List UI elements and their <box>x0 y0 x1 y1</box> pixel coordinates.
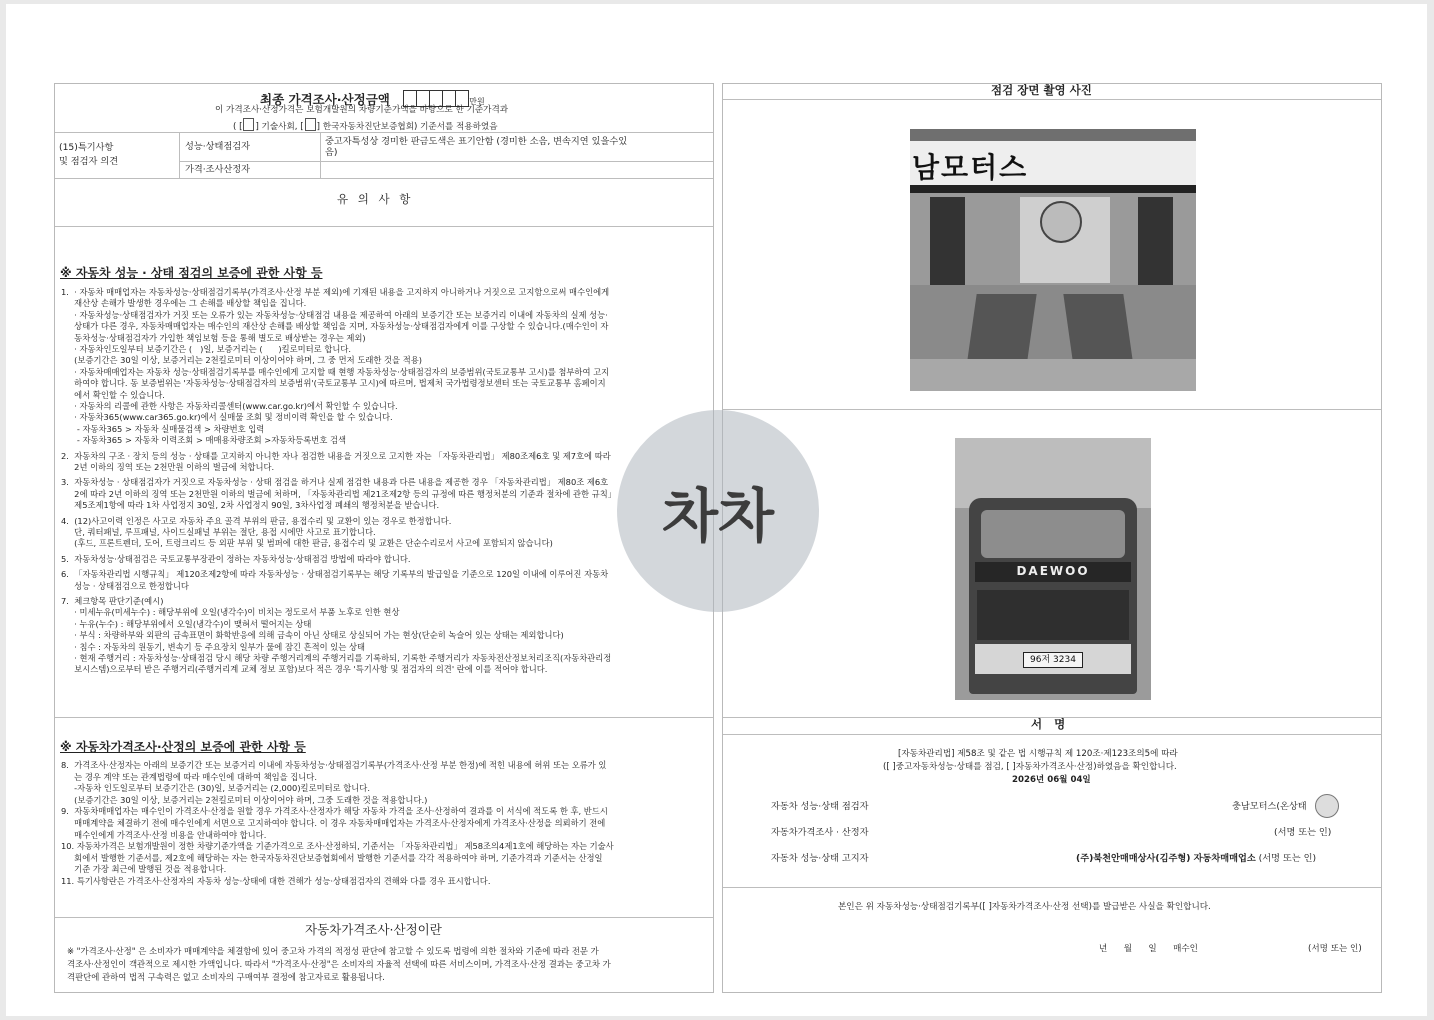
text-line: · 자동차성능·상태점검자가 거짓 또는 오류가 있는 자동차성능·상태점검 내용을 제공하여 아래의 보증기간 또는 보증거리 이내에 자동차의 실제 성능· <box>61 309 608 320</box>
special-label-1: (15)특기사항 <box>59 142 114 153</box>
text-line: 동차성능·상태점검자가 가입한 책임보험 등을 통해 별도로 배상받는 경우는 제외) <box>61 332 366 343</box>
perf-inspector-sign-value: 충남모터스(온상태 <box>1232 801 1307 812</box>
text-line: 10. 자동차가격은 보험개발원이 정한 차량기준가액을 기준가격으로 조사·산정하되, 기준서는 「자동차관리법」 제58조의4제1호에 해당하는 자는 기술사 <box>61 841 614 852</box>
text-line: 기준 가장 최근에 발행된 것을 적용합니다. <box>61 864 227 875</box>
text-line: · 부식 : 차량하부와 외판의 금속표면이 화학반응에 의해 금속이 아닌 상태로 상실되어 가는 현상(단순히 녹슬어 있는 상태는 제외합니다) <box>61 630 564 641</box>
perf-inspector-label: 성능·상태점검자 <box>185 141 251 152</box>
shop-sign: 남모터스 <box>912 151 1029 184</box>
text-line: -자동차 인도일로부터 보증기간은 (30)일, 보증거리는 (2,000)킬로미터로 합니다. <box>61 783 370 794</box>
buyer-sign-hint: (서명 또는 인) <box>1308 944 1362 954</box>
text-line: 4. (12)사고이력 인정은 사고로 자동차 주요 골격 부위의 판금, 용접수리 및 교환이 있는 경우로 한정합니다. <box>61 515 452 526</box>
text-line: · 누유(누수) : 해당부위에서 오일(냉각수)이 맺혀서 떨어지는 상태 <box>61 618 312 629</box>
text-line: (보증기간은 30일 이상, 보증거리는 2천킬로미터 이상이어야 하며, 그 중 먼저 도래한 것을 적용) <box>61 355 422 366</box>
kadia-checkbox[interactable] <box>305 118 316 131</box>
perf-opinion-line-1: 중고자특성상 경미한 판금도색은 표기안함 (경미한 소음, 변속지연 있을수있 <box>325 136 628 147</box>
price-assessor-label: 가격·조사산정자 <box>185 164 251 175</box>
signature-header: 서 명 <box>1031 717 1070 731</box>
signature-confirm-line: ([ ]중고자동차성능·상태를 점검, [ ]자동차가격조사·산정)하였음을 확인합니다. <box>883 762 1177 772</box>
text-line: 는 경우 계약 또는 관계법령에 따라 매수인에 대하여 책임을 집니다. <box>61 771 317 782</box>
text-line: 상태가 다른 경우, 자동차매매업자는 매수인의 재산상 손해를 배상할 책임을 지며, 자동차성능·상태점검자에게 이를 구상할 수 있습니다.(매수인이 자 <box>61 321 609 332</box>
text-line: 5. 자동차성능·상태점검은 국토교통부장관이 정하는 자동차성능·상태점검 방법에 따라야 합니다. <box>61 553 411 564</box>
text-line: · 자동차365(www.car365.go.kr)에서 실매물 조회 및 정비이력 확인을 할 수 있습니다. <box>61 412 393 423</box>
inspection-bay-photo <box>910 129 1196 391</box>
text-line: - 자동차365 > 자동차 이력조회 > 매매용차량조회 >자동차등록번호 검색 <box>61 435 346 446</box>
receipt-confirm-line: 본인은 위 자동차성능·상태점검기록부([ ]자동차가격조사·산정 선택)를 발급받은 사실을 확인합니다. <box>838 902 1211 912</box>
price-note-1: 이 가격조사·산정가격은 보험개발원의 차량기준가액을 바탕으로 한 기준가격과 <box>215 105 509 115</box>
text-line: 6. 「자동차관리법 시행규칙」 제120조제2항에 따라 자동차성능 · 상태점검기록부는 해당 기록부의 발급일을 기준으로 120일 이내에 이루어진 자동차 <box>61 569 609 580</box>
price-assessor-sign-value: (서명 또는 인) <box>1274 827 1332 838</box>
text-line: 2에 따라 2년 이하의 징역 또는 2천만원 이하의 벌금에 처하며, 「자동차관리법 제21조제2항 등의 규정에 따른 행정처분의 기준과 절차에 관한 규칙」 <box>61 488 617 499</box>
text-line: 보시스템)으로부터 받은 주행거리(주행거리계 교체 정보 포함)보다 적은 경우 '특기사항 및 점검자의 의견' 란에 이를 적어야 합니다. <box>61 664 548 675</box>
text-line: 회에서 발행한 기준서를, 제2호에 해당하는 자는 한국자동차진단보증협회에서 발행한 기준서를 각각 적용하여야 하며, 기준가격과 기준서는 산정일 <box>61 852 603 863</box>
license-plate: 96저 3234 <box>1023 652 1083 668</box>
text-line: 하여야 합니다. 동 보증범위는 '자동차성능·상태점검자의 보증범위'(국토교통부 고시)에 따르며, 법제처 국가법령정보센터 또는 국토교통부 홈페이지 <box>61 378 606 389</box>
left-page <box>54 83 714 993</box>
company-seal-stamp <box>1315 794 1339 818</box>
text-line: 2년 이하의 징역 또는 2천만원 이하의 벌금에 처합니다. <box>61 462 275 472</box>
text-line: 단, 쿼터패널, 루프패널, 사이드실패널 부위는 절단, 용접 시에만 사고로 표기합니다. <box>61 527 376 537</box>
perf-inspector-sign-label: 자동차 성능·상태 점검자 <box>771 801 869 812</box>
text-line: · 자동차의 리콜에 관한 사항은 자동차리콜센터(www.car.go.kr)에서 확인할 수 있습니다. <box>61 401 398 411</box>
caution-header: 유 의 사 항 <box>337 192 414 206</box>
signature-law-line: [자동차관리법] 제58조 및 같은 법 시행규칙 제 120조·제123조의5에 따라 <box>898 749 1178 759</box>
definition-heading: 자동차가격조사·산정이란 <box>305 922 442 937</box>
section1-heading: ※ 자동차 성능 · 상태 점검의 보증에 관한 사항 등 <box>60 266 323 280</box>
text-line: 9. 자동차매매업자는 매수인이 가격조사·산정을 원할 경우 가격조사·산정자가 해당 자동차 가격을 조사·산정하여 결과를 이 서식에 적도록 한 후, 반드시 <box>61 806 608 817</box>
notifier-sign-label: 자동차 성능·상태 고지자 <box>771 853 869 864</box>
text-line: 에서 확인할 수 있습니다. <box>61 389 165 400</box>
section2-heading: ※ 자동차가격조사·산정의 보증에 관한 사항 등 <box>60 740 306 754</box>
price-unit: 만원 <box>469 97 485 106</box>
price-note-2: ( [ ] 기술사회, [ ] 한국자동차진단보증협회) 기준서를 적용하였음 <box>233 118 498 133</box>
text-line: 1. · 자동차 매매업자는 자동차성능·상태점검기록부(가격조사·산정 부분 제외)에 기재된 내용을 고지하지 아니하거나 거짓으로 고지함으로써 매수인에게 <box>61 287 610 297</box>
text-line: 격판단에 관하여 법적 구속력은 없고 소비자의 구매여부 결정에 참고자료로 활용됩니다. <box>67 971 385 982</box>
text-line: 제5조제1항에 따라 1차 사업정지 30일, 2차 사업정지 90일, 3차사업정 폐쇄의 행정처분을 받습니다. <box>61 500 440 511</box>
text-line: 매매계약을 체결하기 전에 매수인에게 서면으로 고지하여야 합니다. 이 경우 자동차매매업자는 가격조사·산정자에게 가격조사·산정을 의뢰하기 전에 <box>61 818 606 828</box>
text-line: · 자동차매매업자는 자동차 성능·상태점검기록부를 매수인에게 고지할 때 현행 자동차성능·상태점검자의 보증범위(국토교통부 고시)를 첨부하여 고지 <box>61 366 610 377</box>
text-line: 격조사·산정인이 객관적으로 제시한 가액입니다. 따라서 "가격조사·산정"은 소비자의 자율적 선택에 따른 서비스이며, 가격조사·산정 결과는 중고차 가 <box>67 958 611 969</box>
photos-header: 점검 장면 촬영 사진 <box>991 83 1092 97</box>
text-line: 재산상 손해가 발생한 경우에는 그 손해를 배상할 책임을 집니다. <box>61 298 307 309</box>
text-line: 8. 가격조사·산정자는 아래의 보증기간 또는 보증거리 이내에 자동차성능·상태점검기록부(가격조사·산정 부분 한정)에 적힌 내용에 허위 또는 오류가 있 <box>61 760 607 770</box>
text-line: · 침수 : 자동차의 원동기, 변속기 등 주요장치 일부가 물에 잠긴 흔적이 있는 상태 <box>61 641 366 652</box>
tech-society-checkbox[interactable] <box>243 118 254 131</box>
text-line: 3. 자동차성능 · 상태점검자가 거짓으로 자동차성능 · 상태 점검을 하거나 실제 점검한 내용과 다른 내용을 제공한 경우 「자동차관리법」 제80조 제6호 <box>61 477 609 488</box>
special-label-2: 및 점검자 의견 <box>59 156 119 167</box>
price-assessor-sign-label: 자동차가격조사 · 산정자 <box>771 827 869 838</box>
truck-brand-badge: DAEWOO <box>1016 564 1090 578</box>
perf-opinion-line-2: 음) <box>325 147 338 158</box>
signature-date: 2026년 06월 04일 <box>1012 775 1091 785</box>
text-line: 2. 자동차의 구조 · 장치 등의 성능 · 상태를 고지하지 아니한 자나 점검한 내용을 거짓으로 고지한 자는 「자동차관리법」 제80조제6호 및 제7호에 따라 <box>61 450 611 461</box>
text-line: 성능 · 상태점검으로 한정합니다 <box>61 580 189 591</box>
text-line: (보증기간은 30일 이상, 보증거리는 2천킬로미터 이상이어야 하며, 그중 도래한 것을 적용합니다.) <box>61 794 428 805</box>
final-price-title: 최종 가격조사·산정금액 만원 <box>260 92 485 107</box>
text-line: ※ "가격조사·산정" 은 소비자가 매매계약을 체결함에 있어 중고차 가격의 적정성 판단에 참고할 수 있도록 법령에 의한 절차와 기준에 따라 전문 가 <box>67 946 599 956</box>
watermark-stamp: 차차 <box>617 410 819 612</box>
text-line: (후드, 프론트펜더, 도어, 트렁크리드 등 외판 부위 및 범퍼에 대한 판금, 용접수리 및 교환은 단순수리로서 사고에 포함되지 않습니다) <box>61 538 553 549</box>
notifier-sign-value: (주)북천안매매상사(김주형) 자동차매매업소 (서명 또는 인) <box>1076 853 1317 864</box>
buyer-date-fields: 년 월 일 매수인 <box>1099 944 1198 954</box>
text-line: 11. 특기사항란은 가격조사·산정자의 자동차 성능·상태에 대한 견해가 성능·상태점검자의 견해와 다를 경우 표시합니다. <box>61 876 491 886</box>
text-line: · 미세누유(미세누수) : 해당부위에 오일(냉각수)이 비치는 정도로서 부품 노후로 인한 현상 <box>61 607 400 618</box>
truck-photo <box>955 438 1151 700</box>
text-line: · 현재 주행거리 : 자동차성능·상태점검 당시 해당 차량 주행거리계의 주행거리를 기록하되, 기록한 주행거리가 자동차전산정보처리조직(자동차관리정 <box>61 653 612 663</box>
text-line: - 자동차365 > 자동차 실매물검색 > 차량번호 입력 <box>61 423 265 434</box>
text-line: · 자동차인도일부터 보증기간은 ( )일, 보증거리는 ( )킬로미터로 합니다. <box>61 344 352 354</box>
text-line: 7. 체크항목 판단기준(예시) <box>61 596 164 606</box>
text-line: 매수인에게 가격조사·산정 비용을 안내하여야 합니다. <box>61 829 267 840</box>
right-page <box>722 83 1382 993</box>
